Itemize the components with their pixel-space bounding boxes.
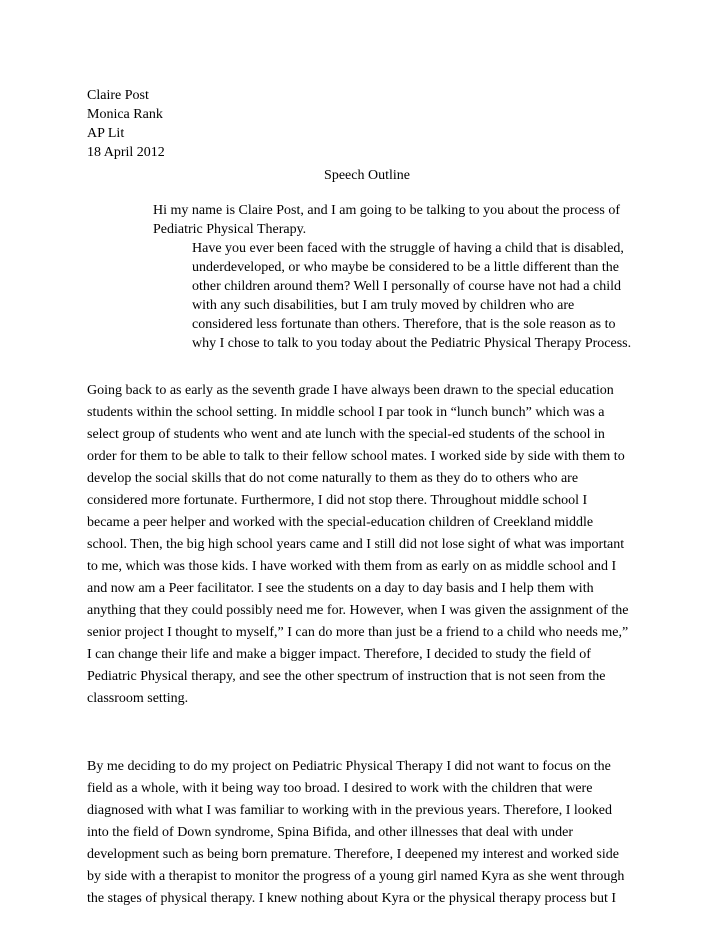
hook-line: Have you ever been faced with the struggle of having a child that is disabled, xyxy=(192,241,624,256)
paragraph-line: diagnosed with what I was familiar to working with in the previous years. Therefore, I looked xyxy=(87,803,612,818)
paragraph-line: I can change their life and make a bigger impact. Therefore, I decided to study the field of xyxy=(87,647,591,662)
hook-line: why I chose to talk to you today about the Pediatric Physical Therapy Process. xyxy=(192,336,632,351)
author-name: Claire Post xyxy=(87,88,149,103)
document-date: 18 April 2012 xyxy=(87,145,165,160)
paragraph-line: and now am a Peer facilitator. I see the students on a day to day basis and I help them with xyxy=(87,581,594,596)
heading-block xyxy=(87,86,165,162)
hook-line: considered less fortunate than others. Therefore, that is the sole reason as to xyxy=(192,317,616,332)
paragraph-line: order for them to be able to talk to their fellow school mates. I worked side by side with them to xyxy=(87,449,625,464)
paragraph-line: classroom setting. xyxy=(87,691,189,706)
intro-line: Hi my name is Claire Post, and I am going to be talking to you about the process of xyxy=(153,203,620,218)
paragraph-line: into the field of Down syndrome, Spina Bifida, and other illnesses that deal with under xyxy=(87,825,574,840)
paragraph-line: Pediatric Physical therapy, and see the other spectrum of instruction that is not seen from the xyxy=(87,669,606,684)
paragraph-line: Going back to as early as the seventh grade I have always been drawn to the special education xyxy=(87,383,614,398)
hook-line: underdeveloped, or who maybe be considered to be a little different than the xyxy=(192,260,619,275)
hook-line: other children around them? Well I personally of course have not had a child xyxy=(192,279,621,294)
paragraph-line: senior project I thought to myself,” I can do more than just be a friend to a child who needs me,” xyxy=(87,625,629,640)
paragraph-line: development such as being born premature. Therefore, I deepened my interest and worked side xyxy=(87,847,619,862)
paragraph-line: field as a whole, with it being way too broad. I desired to work with the children that were xyxy=(87,781,593,796)
document-title: Speech Outline xyxy=(324,168,410,183)
paragraph-line: students within the school setting. In middle school I par took in “lunch bunch” which was a xyxy=(87,405,605,420)
paragraph-line: select group of students who went and ate lunch with the special-ed students of the school in xyxy=(87,427,605,442)
paragraph-line: the stages of physical therapy. I knew nothing about Kyra or the physical therapy process but I xyxy=(87,891,616,906)
paragraph-line: by side with a therapist to monitor the progress of a young girl named Kyra as she went through xyxy=(87,869,625,884)
paragraph-line: develop the social skills that do not come naturally to them as they do to others who are xyxy=(87,471,579,486)
intro-line: Pediatric Physical Therapy. xyxy=(153,222,307,237)
paragraph-line: to me, which was those kids. I have worked with them from as early on as middle school and I xyxy=(87,559,617,574)
teacher-name: Monica Rank xyxy=(87,107,163,122)
paragraph-line: considered more fortunate. Furthermore, I did not stop there. Throughout middle school I xyxy=(87,493,588,508)
paragraph-line: school. Then, the big high school years came and I still did not lose sight of what was important xyxy=(87,537,625,552)
paragraph-line: became a peer helper and worked with the special-education children of Creekland middle xyxy=(87,515,594,530)
paragraph-line: By me deciding to do my project on Pediatric Physical Therapy I did not want to focus on the xyxy=(87,759,611,774)
paragraph-line: anything that they could possibly need me for. However, when I was given the assignment of the xyxy=(87,603,629,618)
hook-line: with any such disabilities, but I am truly moved by children who are xyxy=(192,298,575,313)
course-name: AP Lit xyxy=(87,126,125,141)
